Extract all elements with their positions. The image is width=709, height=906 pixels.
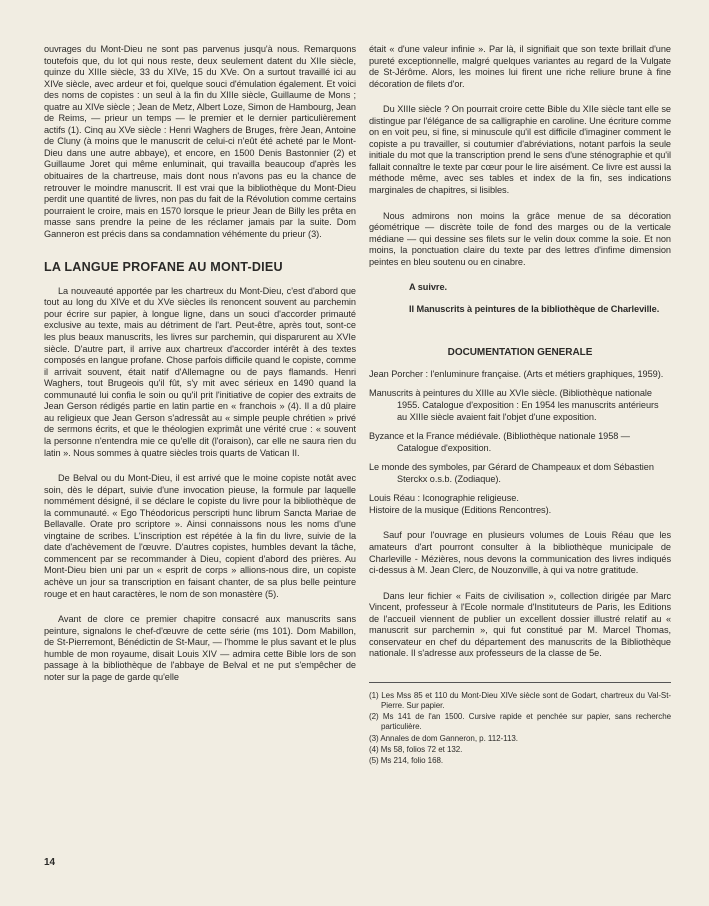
footnote: (3) Annales de dom Ganneron, p. 112-113. — [369, 733, 518, 743]
documentation-heading: DOCUMENTATION GENERALE — [447, 347, 593, 359]
body-paragraph: De Belval ou du Mont-Dieu, il est arrivé que le moine copiste notât avec soin, dès le départ, suivie d'une invocation pieuse, la formule par laquelle nommément désigné, il se déclare le copiste du livre pour la bibliothèque de la communauté. « Ego Théodoricus perscripti hunc librum Sancta Mariae de Bellavalle. Orate pro scriptore ». Ainsi connaissons nous les noms d'une vingtaine de scribes. L'inscription est répétée à la fin du livre, suivie de la date d'achèvement de l'œuvre. D'autres copistes, humbles devant la tâche, commencent par se recommander à Dieu, copient d'abord des prières. Au Mont-Dieu bien uni par un « esprit de corps » allions-nous dire, un copiste achève un jour sa transcription en faisant chanter, de sa plus belle peinture rouge et en haut caractères, le nom de son monastère (5). — [44, 473, 356, 599]
next-part-title: II Manuscrits à peintures de la bibliothèque de Charleville. — [409, 303, 660, 314]
footnote: (4) Ms 58, folios 72 et 132. — [369, 744, 463, 754]
left-column — [44, 44, 356, 697]
page-number: 14 — [44, 857, 56, 868]
reference-item: Byzance et la France médiévale. (Bibliothèque nationale 1958 — Catalogue d'exposition. — [369, 431, 630, 453]
body-paragraph: Nous admirons non moins la grâce menue de sa décoration géométrique — discrète toile de fond des marges ou de la verticale médiane — qui dessine ses filets sur le velin doux comme la soie. Et non moins, la ponctuation claire du texte par des lettres d'infime dimension peintes en bleu soutenu ou en cinabre. — [369, 210, 671, 267]
reference-item: Le monde des symboles, par Gérard de Champeaux et dom Sébastien Sterckx o.s.b. (Zodiaque). — [369, 462, 654, 484]
footnotes — [369, 682, 671, 766]
footnote: (2) Ms 141 de l'an 1500. Cursive rapide et penchée sur papier, sans recherche particulière. — [369, 712, 671, 732]
footnote: (5) Ms 214, folio 168. — [369, 756, 444, 766]
body-paragraph: Sauf pour l'ouvrage en plusieurs volumes de Louis Réau que les amateurs d'art pourront consulter à la bibliothèque municipale de Charleville - Mézières, nous devons la communication des livres indiqués ci-dessus à M. Jean Clerc, de Nouzonville, à qui va notre gratitude. — [369, 530, 671, 576]
reference-line: Histoire de la musique (Editions Rencontres). — [369, 504, 552, 515]
reference-item: Jean Porcher : l'enluminure française. (Arts et métiers graphiques, 1959). — [369, 368, 664, 379]
intro-paragraph: ouvrages du Mont-Dieu ne sont pas parvenus jusqu'à nous. Remarquons toutefois que, du lot qui nous reste, deux seulement datent du XIIe siècle, quinze du XIIIe siècle, 33 du XIVe, 15 du XVe. On a surtout travaillé ici au XIVe siècle, avec ardeur et foi, quelque souci d'émulation également. Et voici des noms de copistes : un seul à la fin du XIIIe siècle, Guillaume de Mons ; quatre au XIVe siècle ; Jean de Metz, Albert Loze, Simon de Hambourg, Jean de Reims, — prieur un temps — le premier et le dernier particulièrement actifs (1). Cinq au XVe siècle : Henri Waghers de Bruges, frère Jean, Antoine de Cluny (à moins que le manuscrit de celui-ci n'eût été acheté par le Mont-Dieu dans une autre abbaye), et encore, en 1500 Denis Bastonnier (2) et Guillaume Joret qui même enluminait, qui travailla beaucoup d'après les obituaires de la chartreuse, mais dont nous n'avons pas eu la chance de retrouver le moindre manuscrit. Il est vrai que la bibliothèque du Mont-Dieu perdit une quantité de livres, non pas du fait de la Révolution comme certains pourraient le croire, mais en 1570 lorsque le prieur Jean de Billy les prêta en masse sans prendre la peine de les réclamer jamais par la suite. Dom Ganneron est précis dans sa condamnation véhémente du prieur (3). — [44, 44, 356, 239]
right-column — [369, 44, 671, 767]
reference-item: Manuscrits à peintures du XIIIe au XVIe siècle. (Bibliothèque nationale 1955. Catalogue d'exposition : En 1954 les manuscrits antérieurs au XIIIe siècle avaient fait l'objet d'une exposition. — [369, 388, 659, 422]
body-paragraph: Dans leur fichier « Faits de civilisation », collection dirigée par Marc Vincent, professeur à l'Ecole normale d'Instituteurs de Paris, les Editions de l'accueil viennent de publier un excellent dossier illustré relatif au « manuscrit sur parchemin », qui fut constitué par M. Marcel Thomas, conservateur en chef du département des manuscrits de la Bibliothèque nationale. Il s'adresse aux professeurs de la classe de 5e. — [369, 590, 671, 659]
body-paragraph: Du XIIIe siècle ? On pourrait croire cette Bible du XIIe siècle tant elle se distingue par l'élégance de sa calligraphie en caroline. Une écriture comme on en voit peu, si fine, si minuscule qu'il est difficile d'imaginer comment le copiste a pu travailler, si coutumier d'abréviations, notant parfois la seule initiale du mot que la transcription prend le sens d'une sténographie et qu'il fallait connaître le texte par cœur pour le lire aisément. Ce livre est aussi la méthode même, avec ses tables et index de la fin, ses indications marginales de chapitres, si lisibles. — [369, 104, 671, 196]
body-paragraph: était « d'une valeur infinie ». Par là, il signifiait que son texte brillait d'une pureté exceptionnelle, malgré quelques variantes au regard de la Vulgate de St-Jérôme. Alors, les moines lui firent une riche reliure brune à fine décoration de filets d'or. — [369, 44, 671, 89]
section-heading: LA LANGUE PROFANE AU MONT-DIEU — [44, 260, 283, 275]
to-be-continued: A suivre. — [409, 282, 448, 293]
footnote: (1) Les Mss 85 et 110 du Mont-Dieu XIVe siècle sont de Godart, chartreux du Val-St-Pierre. Sur papier. — [369, 690, 671, 711]
body-paragraph: La nouveauté apportée par les chartreux du Mont-Dieu, c'est d'abord que tout au long du XIVe et du XVe siècles ils renoncent souvent au parchemin pour écrire sur papier, à longue ligne, dans un souci d'accorder primauté exclusive au texte, mais au détriment de l'art. Peut-être, après tout, sont-ce les plus beaux manuscrits, les livres sur parchemin, qui disparurent au XVIe siècle. D'autre part, il arrive aux chartreux d'accorder intérêt à des textes composés en langue profane. Chose parfois difficile quand le copiste, comme il arrivait souvent, était natif d'Allemagne ou de pays flamands. Henri Waghers, tout Brugeois qu'il fût, s'y mit avec sérieux en 1490 quand la communauté lui confia le soin ou qu'il prit l'initiative de copier des extraits de Jean Gerson rédigés partie en latin partie en « franchois » (4). Il a dû plaire au religieux que Jean Gerson s'adressât au « simple peuple chrétien » privé de sermons écrits, et que le théologien exprimât une vérité crue : « souvent la personne n'entendra mie ce qu'elle dit (l'oraison), car elle ne saura rien du latin ». Nous sommes à quatre siècles trois quarts de Vatican II. — [44, 285, 356, 458]
body-paragraph: Avant de clore ce premier chapitre consacré aux manuscrits sans peinture, signalons le chef-d'œuvre de cette série (ms 101). Dom Mabillon, de St-Pierremont, Bénédictin de St-Maur, — l'homme le plus savant et le plus humble de mon royaume, disait Louis XIV — admira cette Bible lors de son passage à la bibliothèque de l'abbaye de Belval et ne put s'empêcher de noter sur la page de garde qu'elle — [44, 614, 356, 682]
reference-line: Louis Réau : Iconographie religieuse. — [369, 493, 519, 504]
